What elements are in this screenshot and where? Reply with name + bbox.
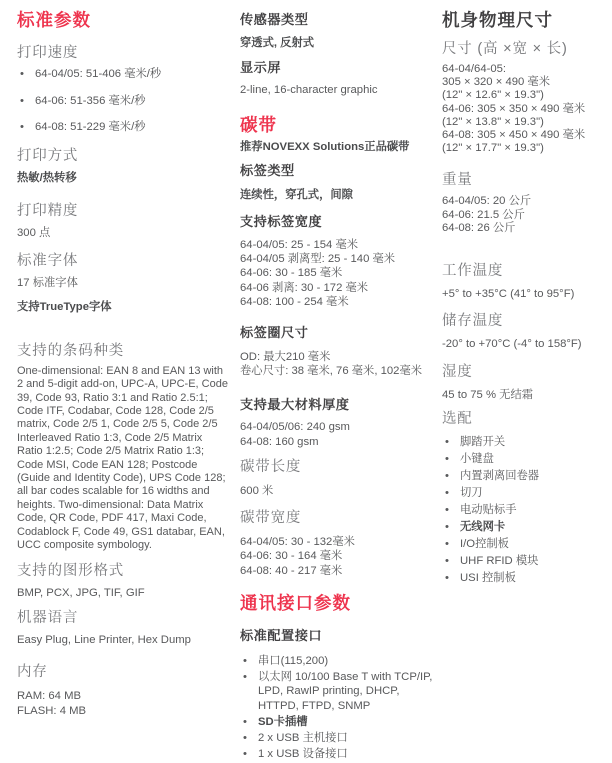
spec-line: 64-06: 30 - 185 毫米	[240, 267, 343, 280]
humidity-value: 45 to 75 % 无结霜	[442, 388, 534, 401]
spec-line: 64-06 剥离: 30 - 172 毫米	[240, 281, 369, 294]
bullet-dot: •	[243, 654, 247, 667]
spec-line: 64-06: 30 - 164 毫米	[240, 550, 343, 563]
print-speed-value: 64-06: 51-356 毫米/秒	[35, 94, 146, 107]
spec-line: 64-04/05 剥离型: 25 - 140 毫米	[240, 253, 396, 266]
heading-dimensions: 尺寸 (高 ×宽 × 长)	[442, 41, 568, 57]
option-value: USI 控制板	[460, 572, 516, 585]
spec-line: 64-06: 21.5 公斤	[442, 208, 525, 221]
bullet-dot: •	[445, 436, 449, 449]
bullet-dot: •	[445, 470, 449, 483]
memory-ram-value: RAM: 64 MB	[17, 690, 82, 703]
barcode-types-text: One-dimensional: EAN 8 and EAN 13 with 2 and 5-digit add-on, UPC-A, UPC-E, Code 39, Code 93, Ratio 3:1 and Ratio 2.5:1; Code ITF, Codabar, Code 128, Code 2/5 matrix, Code 2/5 1, Code 2/5 5, Code 2/5 Interleaved Ratio 1:3, Code 2/5 Matrix Ratio 1:2.5; Code 2/5 Matrix Ratio 1:3; Code MSI, Code EAN 128; Postcode (Guide and Identity Code), UPS Code 128; all bar codes scalable for 16 widths and heights. Two-dimensional: Data Matrix Code, QR Code, PDF 417, Maxi Code, Codablock F, Code 49, GS1 databar, EAN, UCC composite symbology.	[17, 364, 228, 552]
label-types-value: 连续性，穿孔式，间隙	[240, 189, 353, 202]
spec-line: 64-04/05/06: 240 gsm	[240, 421, 350, 434]
heading-label-width: 支持标签宽度	[240, 213, 323, 229]
list-item	[442, 503, 612, 517]
section-title-physical-dimensions: 机身物理尺寸	[442, 10, 553, 30]
spec-line: (12" × 17.7" × 19.3")	[442, 142, 544, 155]
spec-line: OD: 最大210 毫米	[240, 350, 331, 363]
interface-value: 以太网 10/100 Base T with TCP/IP, LPD, RawIP printing, DHCP, HTTPD, FTPD, SNMP	[258, 671, 433, 712]
spec-line: (12" × 12.6" × 19.3")	[442, 89, 544, 102]
heading-storage-temperature: 储存温度	[442, 313, 504, 330]
list-item	[442, 435, 612, 449]
heading-label-types: 标签类型	[240, 163, 295, 179]
option-value: 切刀	[460, 487, 483, 500]
heading-options: 选配	[442, 411, 473, 428]
list-item	[240, 670, 434, 713]
operating-temperature-value: +5° to +35°C (41° to 95°F)	[442, 288, 575, 301]
heading-machine-language: 机器语言	[17, 609, 79, 626]
spec-line: 64-08: 26 公斤	[442, 221, 516, 234]
sensor-type-value: 穿透式, 反射式	[240, 37, 315, 49]
heading-print-resolution: 打印精度	[17, 202, 79, 219]
bullet-dot: •	[20, 94, 24, 107]
option-value: UHF RFID 模块	[460, 555, 539, 568]
standard-fonts-value: 17 标准字体	[17, 276, 78, 289]
machine-language-value: Easy Plug, Line Printer, Hex Dump	[17, 633, 191, 646]
column-physical-dimensions	[442, 10, 612, 763]
standard-interfaces-list	[240, 654, 434, 761]
spec-line: 305 × 320 × 490 毫米	[442, 76, 551, 89]
bullet-dot: •	[20, 121, 24, 134]
spec-line: 64-06: 305 × 350 × 490 毫米	[442, 102, 586, 115]
display-value: 2-line, 16-character graphic	[240, 84, 378, 97]
bullet-dot: •	[20, 68, 24, 80]
bullet-dot: •	[243, 748, 247, 761]
list-item	[17, 67, 230, 81]
bullet-dot: •	[243, 671, 247, 684]
ribbon-width-values	[240, 535, 434, 578]
memory-flash-value: FLASH: 4 MB	[17, 704, 87, 717]
section-title-standard-parameters: 标准参数	[17, 10, 91, 30]
options-list	[442, 435, 612, 585]
print-speed-value: 64-08: 51-229 毫米/秒	[35, 121, 146, 134]
heading-standard-interfaces: 标准配置接口	[240, 627, 323, 643]
label-width-values	[240, 238, 434, 310]
option-value: I/O控制板	[460, 538, 509, 551]
list-item	[240, 747, 434, 761]
bullet-dot: •	[445, 572, 449, 585]
print-speed-value: 64-04/05: 51-406 毫米/秒	[35, 68, 162, 80]
bullet-dot: •	[445, 538, 449, 551]
interface-value: 串口(115,200)	[258, 654, 329, 667]
material-thickness-values	[240, 420, 434, 449]
section-title-ribbon: 碳带	[240, 114, 277, 135]
list-item	[442, 571, 612, 585]
dimensions-values	[442, 63, 612, 155]
heading-ribbon-width: 碳带宽度	[240, 509, 302, 526]
option-value: 无线网卡	[460, 521, 506, 534]
bullet-dot: •	[445, 555, 449, 568]
list-item	[442, 520, 612, 534]
print-method-value: 热敏/热转移	[17, 172, 77, 185]
column-media-and-interfaces	[240, 10, 434, 763]
heading-weight: 重量	[442, 172, 473, 189]
heading-barcode-types: 支持的条码种类	[17, 342, 125, 359]
interface-value: 2 x USB 主机接口	[258, 731, 348, 744]
spec-line: 64-04/64-05:	[442, 63, 507, 75]
storage-temperature-value: -20° to +70°C (-4° to 158°F)	[442, 338, 582, 351]
heading-display: 显示屏	[240, 60, 282, 76]
list-item	[442, 537, 612, 551]
list-item	[240, 731, 434, 745]
heading-sensor-type: 传感器类型	[240, 12, 309, 27]
heading-ribbon-length: 碳带长度	[240, 459, 302, 476]
spec-line: 64-08: 305 × 450 × 490 毫米	[442, 129, 586, 142]
memory-values	[17, 689, 230, 718]
spec-line: 64-08: 40 - 217 毫米	[240, 564, 343, 577]
weight-values	[442, 195, 612, 235]
heading-graphic-formats: 支持的图形格式	[17, 563, 125, 580]
heading-print-method: 打印方式	[17, 148, 79, 165]
heading-standard-fonts: 标准字体	[17, 252, 79, 269]
bullet-dot: •	[243, 715, 247, 728]
spec-line: 卷心尺寸: 38 毫米, 76 毫米, 102毫米	[240, 365, 423, 378]
heading-material-thickness: 支持最大材料厚度	[240, 397, 350, 413]
bullet-dot: •	[445, 453, 449, 466]
truetype-support-value: 支持TrueType字体	[17, 301, 112, 314]
interface-value: 1 x USB 设备接口	[258, 748, 348, 761]
list-item	[442, 554, 612, 568]
spec-line: 64-04/05: 30 - 132毫米	[240, 535, 355, 548]
column-standard-parameters	[17, 10, 230, 763]
interface-value: SD卡插槽	[258, 715, 308, 728]
list-item	[17, 94, 230, 108]
list-item	[442, 469, 612, 483]
spec-line: 64-04/05: 25 - 154 毫米	[240, 238, 359, 251]
heading-humidity: 湿度	[442, 363, 473, 380]
graphic-formats-value: BMP, PCX, JPG, TIF, GIF	[17, 587, 145, 600]
list-item	[240, 654, 434, 668]
spec-line: 64-08: 160 gsm	[240, 435, 319, 448]
ribbon-length-value: 600 米	[240, 485, 274, 498]
spec-line: 64-04/05: 20 公斤	[442, 195, 532, 208]
section-title-communication-interfaces: 通讯接口参数	[240, 592, 351, 613]
option-value: 内置剥离回卷器	[460, 470, 540, 483]
print-speed-list	[17, 67, 230, 135]
heading-operating-temperature: 工作温度	[442, 263, 504, 280]
spec-line: 64-08: 100 - 254 毫米	[240, 296, 349, 309]
bullet-dot: •	[445, 521, 449, 534]
label-roll-values	[240, 350, 434, 379]
spec-line: (12" × 13.8" × 19.3")	[442, 115, 544, 128]
list-item	[442, 486, 612, 500]
heading-memory: 内存	[17, 664, 48, 681]
list-item	[17, 120, 230, 134]
option-value: 电动贴标手	[460, 504, 517, 517]
bullet-dot: •	[445, 487, 449, 500]
heading-print-speed: 打印速度	[17, 45, 79, 61]
print-resolution-value: 300 点	[17, 226, 51, 239]
ribbon-recommendation: 推荐NOVEXX Solutions正品碳带	[240, 140, 410, 153]
option-value: 脚踏开关	[460, 436, 506, 449]
bullet-dot: •	[445, 504, 449, 517]
bullet-dot: •	[243, 731, 247, 744]
list-item	[442, 452, 612, 466]
heading-label-roll-size: 标签圈尺寸	[240, 324, 309, 340]
option-value: 小键盘	[460, 453, 494, 466]
list-item	[240, 715, 434, 729]
